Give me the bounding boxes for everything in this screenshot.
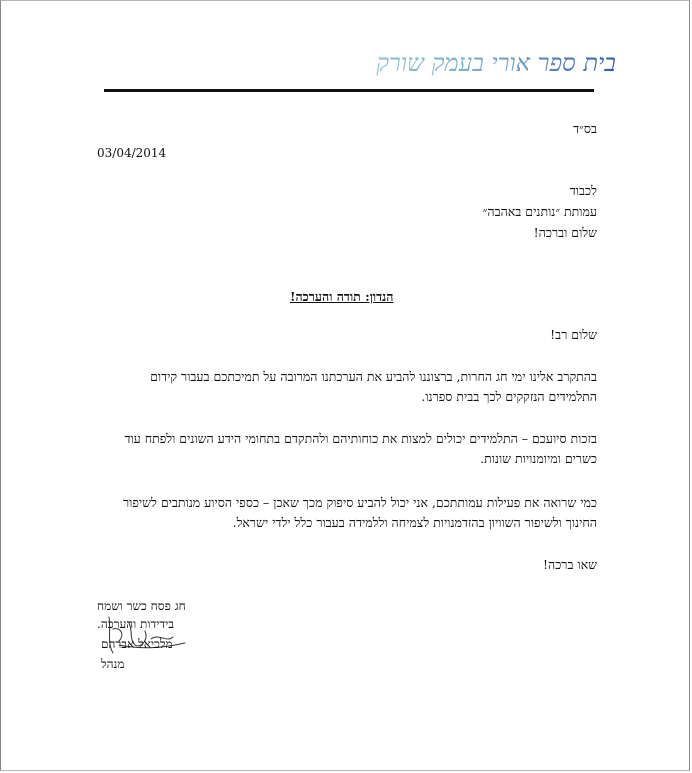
- letter-date: 03/04/2014: [97, 146, 167, 160]
- paragraph-line: התלמידים הנזקקים לכך בבית ספרנו.: [421, 389, 597, 404]
- sign-title: מנהל: [101, 657, 125, 671]
- closing: שאו ברכה!: [542, 557, 597, 572]
- sign-name: מלכיאל אברהם: [101, 637, 173, 651]
- paragraph-line: כמי שרואה את פעילות עמותתכם, אני יכול להביע סיפוק מכך שאכן – כספי הסיוע מנותבים לשיפור: [122, 495, 597, 510]
- subject-line: הנדון: תודה והערכה!: [290, 289, 394, 304]
- paragraph-2: [97, 429, 597, 469]
- paragraph-1: [97, 367, 597, 407]
- sign-line-2: בידידות והערכה.: [97, 617, 175, 631]
- to-line-2: עמותת ״נותנים באהבה״: [482, 204, 597, 219]
- header-rule: [104, 89, 594, 92]
- sign-line-1: חג פסח כשר ושמח: [97, 599, 186, 613]
- paragraph-line: בהתקרב אלינו ימי חג החרות, ברצוננו להביע את הערכתנו המרובה על תמיכתכם בעבור קידום: [150, 369, 597, 384]
- greeting: שלום רב!: [550, 327, 597, 342]
- to-line-3: שלום וברכה!: [533, 225, 597, 240]
- to-line-1: לכבוד: [569, 183, 597, 198]
- school-logo: [376, 39, 616, 83]
- paragraph-3: [97, 493, 597, 533]
- logo-text: בית ספר אורי בעמק שורק: [376, 49, 616, 77]
- paragraph-line: החינוך ולשיפור השוויון בהזדמנויות לצמיחה וללמידה בעבור כלל ילדי ישראל.: [232, 515, 597, 530]
- paragraph-line: כשרים ומיומנויות שונות.: [480, 451, 597, 466]
- paragraph-line: בזכות סיועכם – התלמידים יכולים למצות את כוחותיהם ולהתקדם בתחומי הידע השונים ולפתח עוד: [124, 431, 597, 446]
- bsd-mark: בס״ד: [573, 121, 597, 136]
